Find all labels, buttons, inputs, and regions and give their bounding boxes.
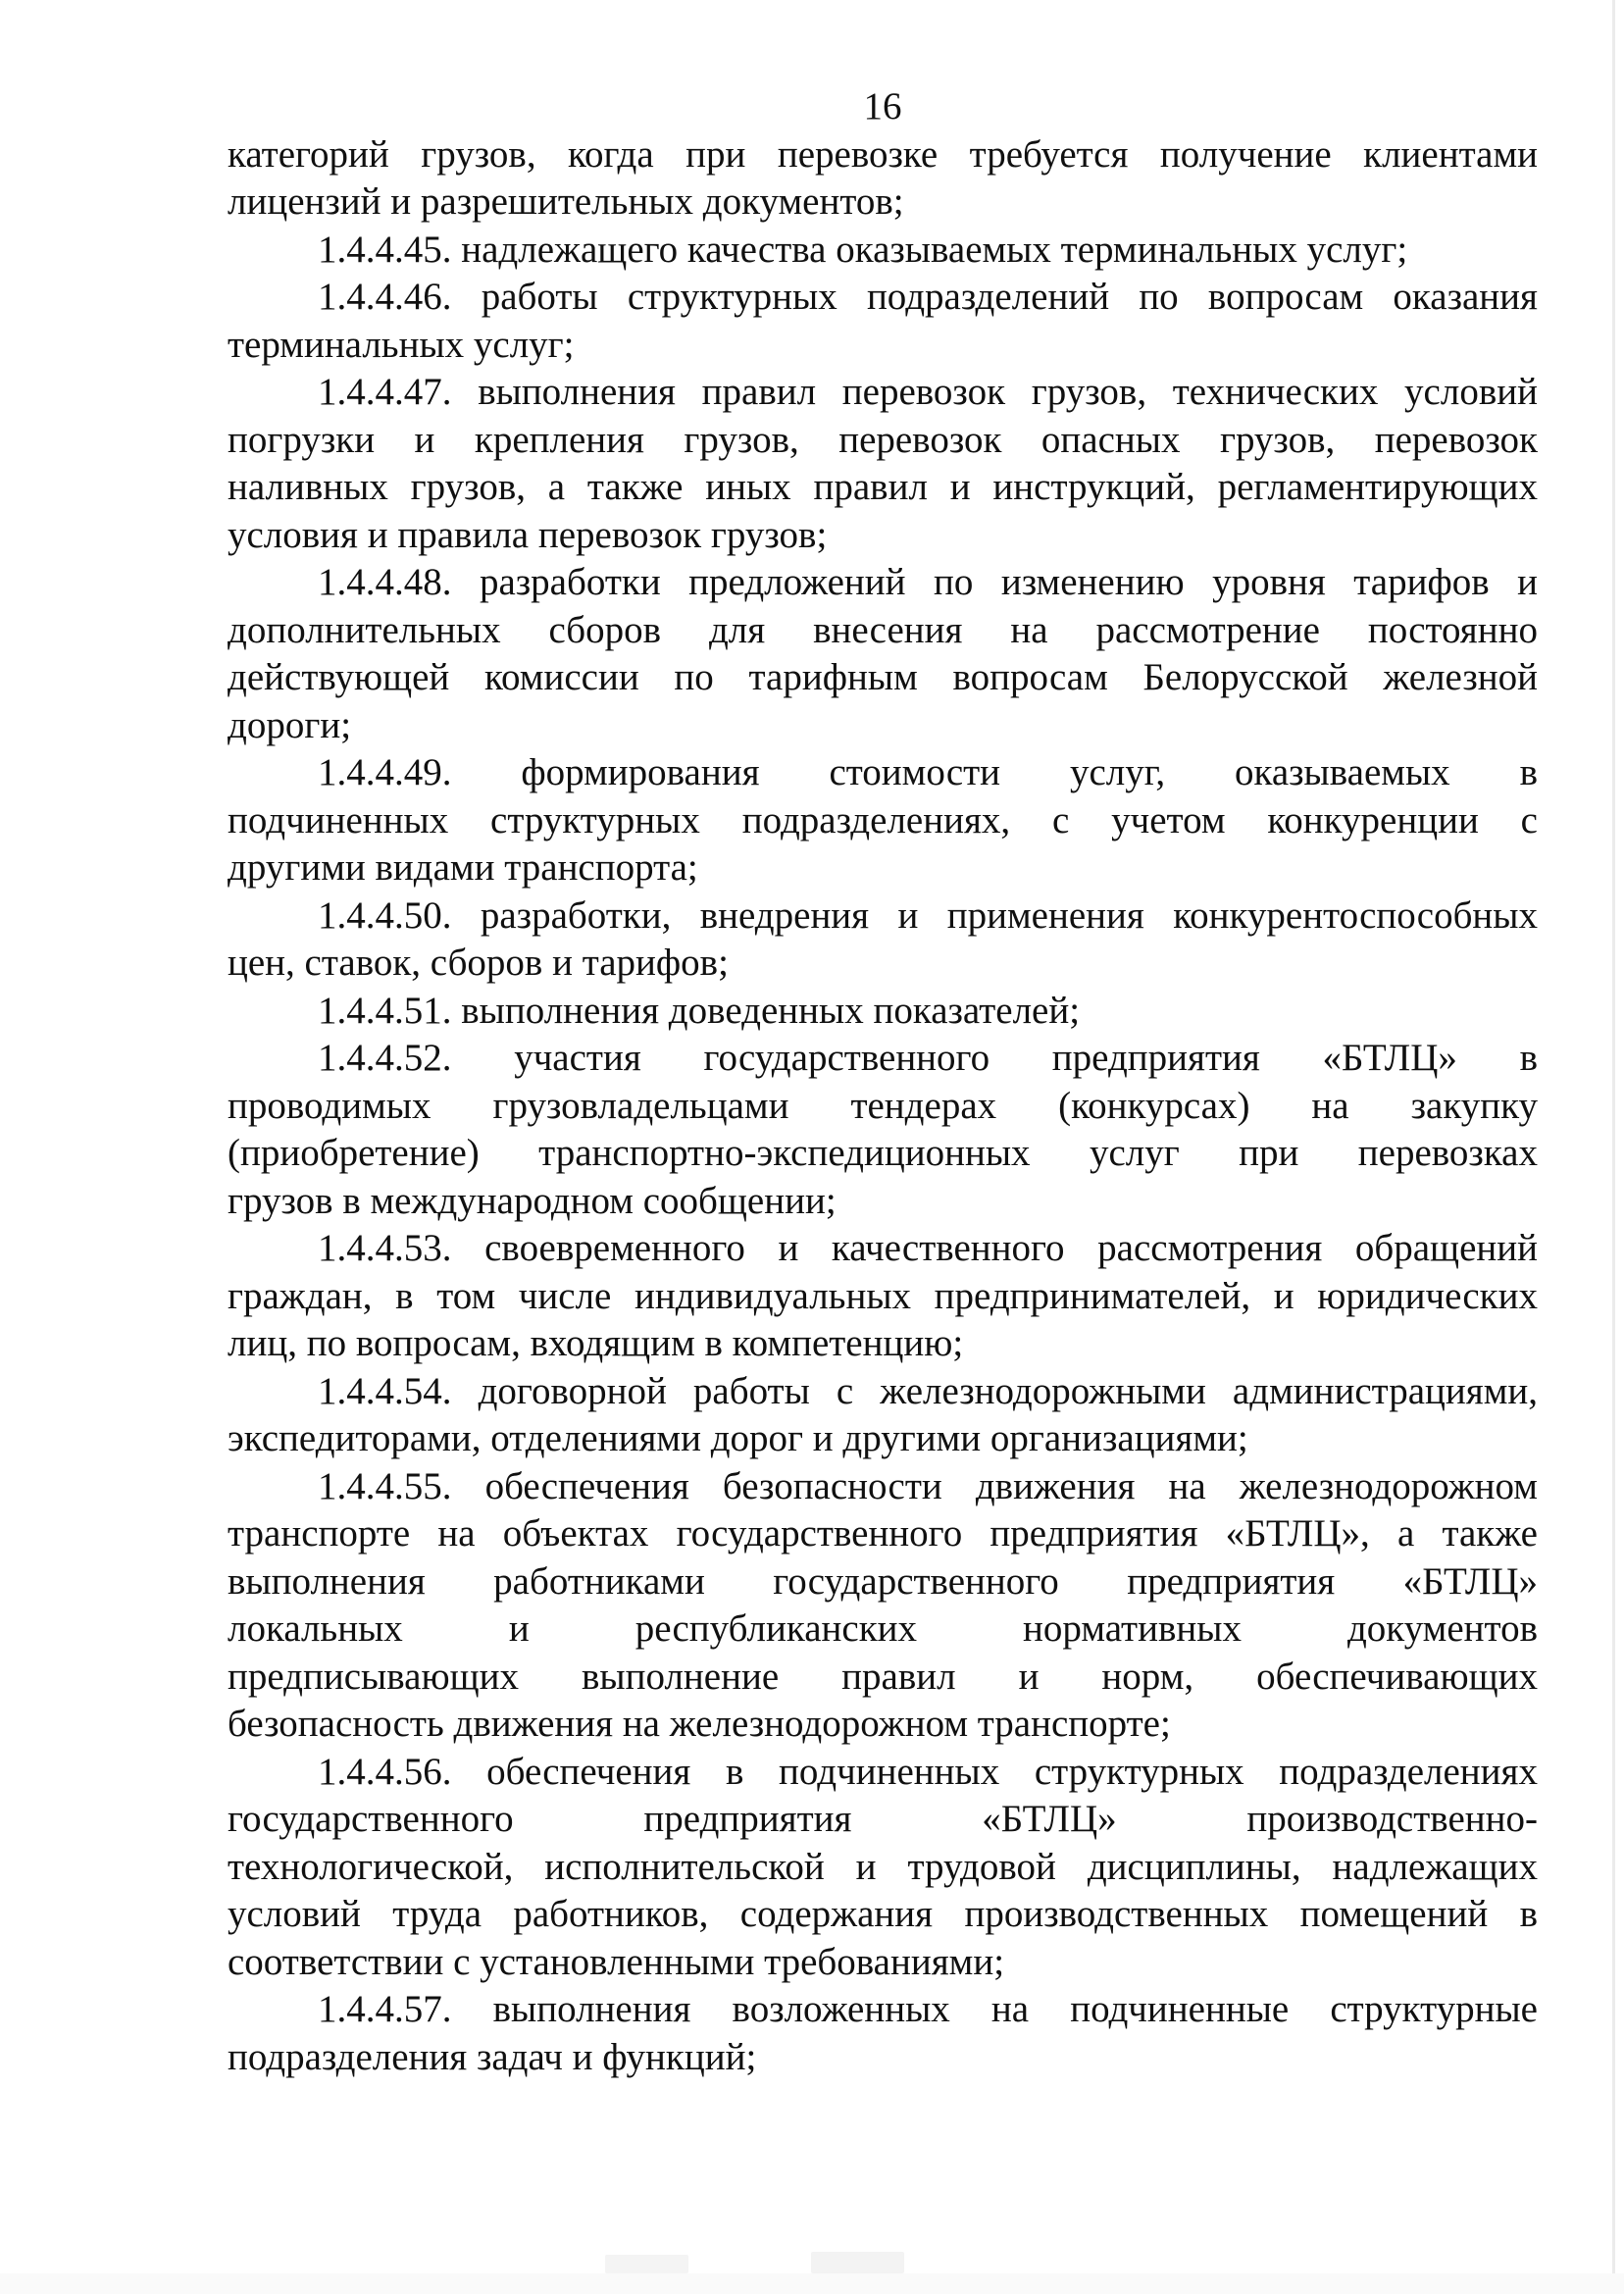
text-line: 1.4.4.51. выполнения доведенных показателей; (318, 989, 1081, 1032)
text-line: 1.4.4.55. обеспечения безопасности движения на железнодорожном (318, 1464, 1538, 1507)
text-line: лицензий и разрешительных документов; (228, 180, 904, 223)
text-line: транспорте на объектах государственного предприятия «БТЛЦ», а также (228, 1512, 1538, 1555)
paragraph (228, 1463, 1538, 1749)
text-line: граждан, в том числе индивидуальных предпринимателей, и юридических (228, 1274, 1538, 1317)
paragraph (228, 892, 1538, 988)
text-line: 1.4.4.52. участия государственного предприятия «БТЛЦ» в (318, 1037, 1538, 1079)
text-line: цен, ставок, сборов и тарифов; (228, 942, 729, 984)
text-line: подчиненных структурных подразделениях, с учетом конкуренции с (228, 798, 1538, 841)
text-line: 1.4.4.56. обеспечения в подчиненных структурных подразделениях (318, 1750, 1538, 1793)
text-line: 1.4.4.48. разработки предложений по изменению уровня тарифов и (318, 561, 1538, 603)
text-line: государственного предприятия «БТЛЦ» производственно- (228, 1798, 1538, 1840)
text-line: выполнения работниками государственного предприятия «БТЛЦ» (228, 1559, 1538, 1603)
text-line: подразделения задач и функций; (228, 2035, 757, 2078)
text-line: другими видами транспорта; (228, 846, 698, 889)
text-line: условия и правила перевозок грузов; (228, 513, 828, 556)
text-line: 1.4.4.50. разработки, внедрения и применения конкурентоспособных (318, 893, 1538, 937)
scan-ghost-artifact (811, 2252, 904, 2273)
text-line: дороги; (228, 703, 352, 746)
text-line: действующей комиссии по тарифным вопросам Белорусской железной (228, 656, 1538, 698)
text-line: 1.4.4.57. выполнения возложенных на подчиненные структурные (318, 1988, 1538, 2030)
paragraph (228, 559, 1538, 749)
page-number: 16 (863, 85, 902, 127)
text-line: 1.4.4.49. формирования стоимости услуг, оказываемых в (318, 751, 1538, 793)
text-line: грузов в международном сообщении; (228, 1179, 837, 1222)
text-line: безопасность движения на железнодорожном транспорте; (228, 1703, 1171, 1745)
text-line: терминальных услуг; (228, 323, 575, 366)
text-line: (приобретение) транспортно-экспедиционных услуг при перевозках (228, 1132, 1538, 1174)
text-line: условий труда работников, содержания производственных помещений в (228, 1893, 1538, 1935)
text-line: проводимых грузовладельцами тендерах (конкурсах) на закупку (228, 1084, 1538, 1127)
paragraph (228, 274, 1538, 369)
paragraph (228, 1225, 1538, 1368)
text-line: категорий грузов, когда при перевозке требуется получение клиентами (228, 132, 1538, 176)
text-line: погрузки и крепления грузов, перевозок опасных грузов, перевозок (228, 418, 1538, 461)
paragraph (228, 227, 1538, 275)
text-line: 1.4.4.46. работы структурных подразделений по вопросам оказания (318, 276, 1538, 318)
paragraph (228, 1749, 1538, 1987)
text-line: 1.4.4.53. своевременного и качественного рассмотрения обращений (318, 1227, 1538, 1269)
text-line: 1.4.4.47. выполнения правил перевозок грузов, технических условий (318, 371, 1538, 413)
document-content (228, 83, 1538, 2081)
document-body (228, 131, 1538, 2082)
paragraph (228, 749, 1538, 892)
paragraph (228, 1035, 1538, 1225)
text-line: 1.4.4.45. надлежащего качества оказываемых терминальных услуг; (318, 228, 1408, 271)
text-line: наливных грузов, а также иных правил и инструкций, регламентирующих (228, 466, 1538, 508)
text-line: дополнительных сборов для внесения на рассмотрение постоянно (228, 608, 1538, 651)
paragraph (228, 1986, 1538, 2081)
paragraph (228, 1368, 1538, 1463)
text-line: предписывающих выполнение правил и норм, обеспечивающих (228, 1655, 1538, 1698)
text-line: локальных и республиканских нормативных документов (228, 1607, 1538, 1650)
scan-ghost-artifact (605, 2255, 688, 2273)
paragraph (228, 369, 1538, 559)
text-line: технологической, исполнительской и трудовой дисциплины, надлежащих (228, 1845, 1538, 1888)
text-line: лиц, по вопросам, входящим в компетенцию; (228, 1322, 964, 1364)
scan-bottom-strip-artifact (0, 2273, 1624, 2294)
scan-edge-artifact (1612, 0, 1615, 2294)
text-line: соответствии с установленными требованиями; (228, 1940, 1005, 1983)
text-line: 1.4.4.54. договорной работы с железнодорожными администрациями, (318, 1369, 1538, 1412)
paragraph (228, 131, 1538, 227)
paragraph (228, 988, 1538, 1036)
text-line: экспедиторами, отделениями дорог и другими организациями; (228, 1417, 1248, 1459)
